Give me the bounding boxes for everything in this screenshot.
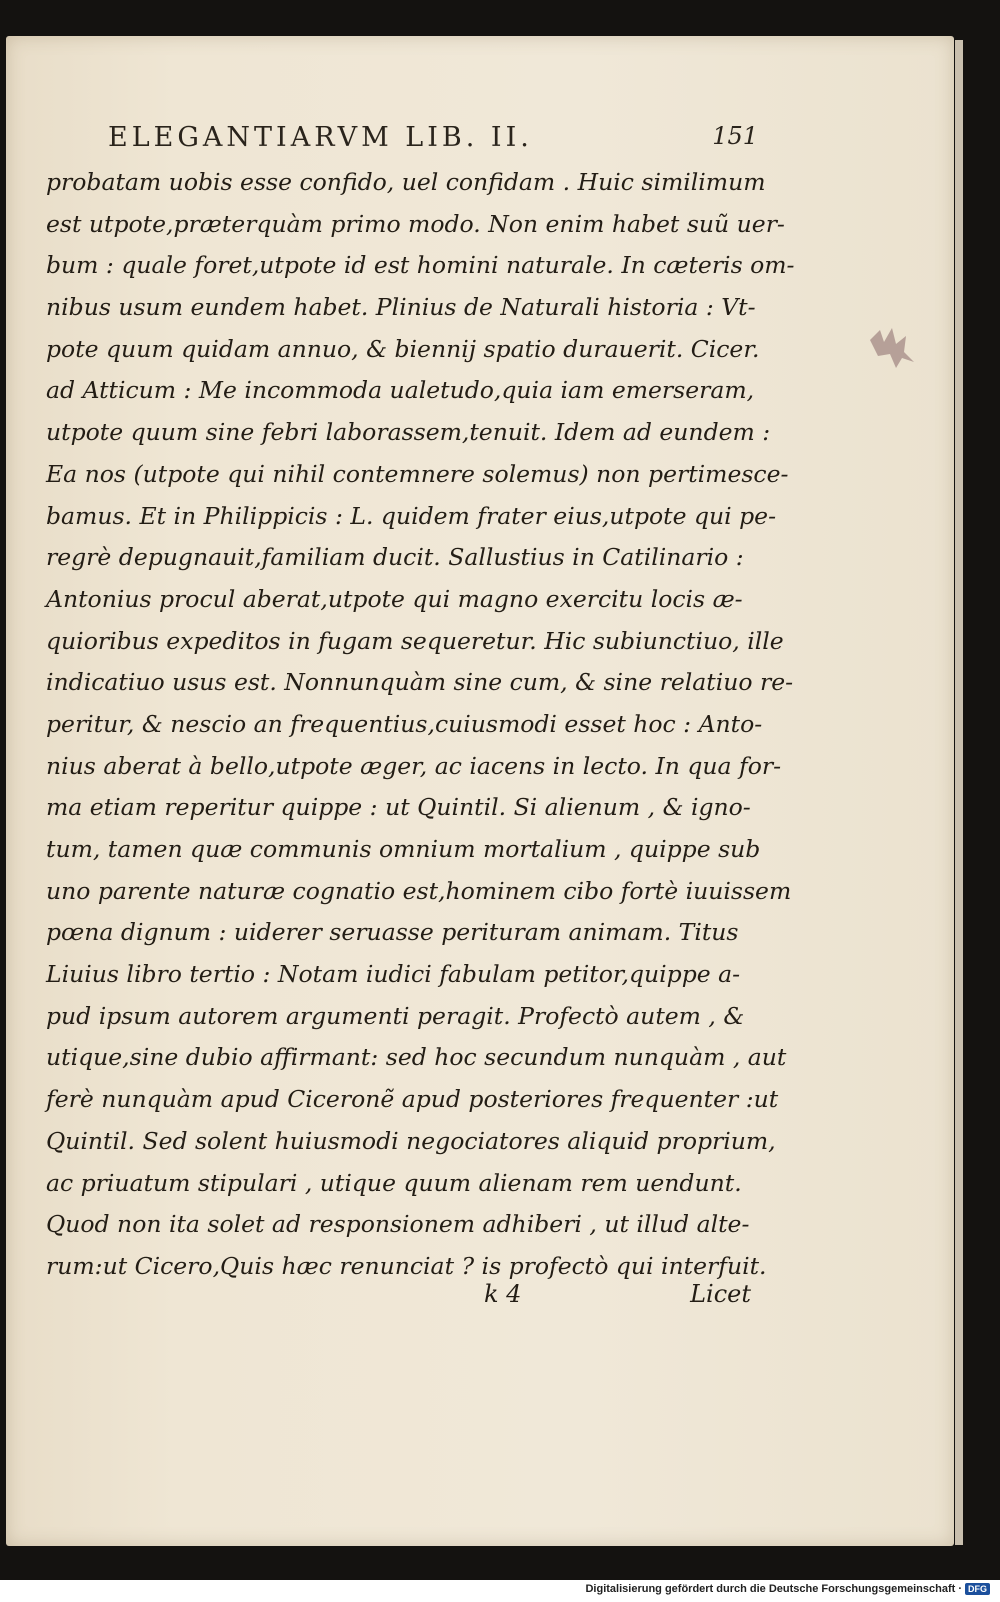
text-line: utique,sine dubio affirmant: sed hoc secundum nunquàm , aut	[46, 1043, 787, 1072]
text-line: est utpote,præterquàm primo modo. Non enim habet suũ uer-	[46, 209, 785, 238]
text-line: pote quum quidam annuo, & biennij spatio durauerit. Cicer.	[46, 334, 760, 363]
dfg-logo: DFG	[965, 1583, 990, 1595]
text-line: uno parente naturæ cognatio est,hominem cibo fortè iuuissem	[46, 876, 792, 905]
text-line: Liuius libro tertio : Notam iudici fabulam petitor,quippe a-	[46, 960, 741, 989]
text-line: nibus usum eundem habet. Plinius de Naturali historia : Vt-	[46, 293, 756, 322]
text-line: pud ipsum autorem argumenti peragit. Profectò autem , &	[46, 1001, 745, 1030]
text-line: utpote quum sine febri laborassem,tenuit. Idem ad eundem :	[46, 418, 771, 447]
text-line: indicatiuo usus est. Nonnunquàm sine cum, & sine relatiuo re-	[46, 668, 794, 697]
page-edge	[955, 40, 963, 1545]
signature-mark: k 4	[484, 1280, 522, 1308]
text-line: Antonius procul aberat,utpote qui magno exercitu locis æ-	[46, 584, 743, 613]
credit-bar	[0, 1580, 1000, 1602]
text-line: ad Atticum : Me incommoda ualetudo,quia iam emerseram,	[46, 376, 755, 405]
text-line: ferè nunquàm apud Ciceronẽ apud posteriores frequenter :ut	[46, 1085, 779, 1114]
text-line: bum : quale foret,utpote id est homini naturale. In cæteris om-	[46, 251, 795, 280]
text-line: nius aberat à bello,utpote æger, ac iacens in lecto. In qua for-	[46, 751, 782, 780]
text-line: Ea nos (utpote qui nihil contemnere solemus) non pertimesce-	[46, 459, 789, 488]
text-line: tum, tamen quæ communis omnium mortalium , quippe sub	[46, 835, 761, 863]
text-line: Quod non ita solet ad responsionem adhiberi , ut illud alte-	[46, 1210, 750, 1239]
text-line: quioribus expeditos in fugam sequeretur. Hic subiunctiuo, ille	[46, 626, 784, 655]
text-line: peritur, & nescio an frequentius,cuiusmodi esset hoc : Anto-	[46, 709, 763, 738]
text-line: probatam uobis esse confido, uel confidam . Huic similimum	[46, 168, 766, 196]
page-footer	[46, 1272, 751, 1312]
funding-credit	[585, 1583, 990, 1595]
marginal-annotation-mark	[866, 322, 918, 374]
running-title: ELEGANTIARVM LIB. II.	[108, 122, 533, 153]
text-line: Quintil. Sed solent huiusmodi negociatores aliquid proprium,	[46, 1126, 776, 1155]
text-line: ma etiam reperitur quippe : ut Quintil. Si alienum , & igno-	[46, 793, 751, 822]
body-text	[46, 162, 795, 1288]
text-line: ac priuatum stipulari , utique quum alienam rem uendunt.	[46, 1168, 742, 1197]
catchword: Licet	[690, 1280, 751, 1308]
credit-text: Digitalisierung gefördert durch die Deutsche Forschungsgemeinschaft ·	[585, 1583, 962, 1595]
page-header	[108, 118, 758, 158]
text-line: rum:ut Cicero,Quis hæc renunciat ? is profectò qui interfuit.	[46, 1251, 767, 1280]
text-line: regrè depugnauit,familiam ducit. Sallustius in Catilinario :	[46, 543, 744, 572]
text-line: bamus. Et in Philippicis : L. quidem frater eius,utpote qui pe-	[46, 501, 777, 530]
page-number: 151	[712, 122, 758, 150]
text-line: pœna dignum : uiderer seruasse perituram animam. Titus	[46, 918, 739, 947]
